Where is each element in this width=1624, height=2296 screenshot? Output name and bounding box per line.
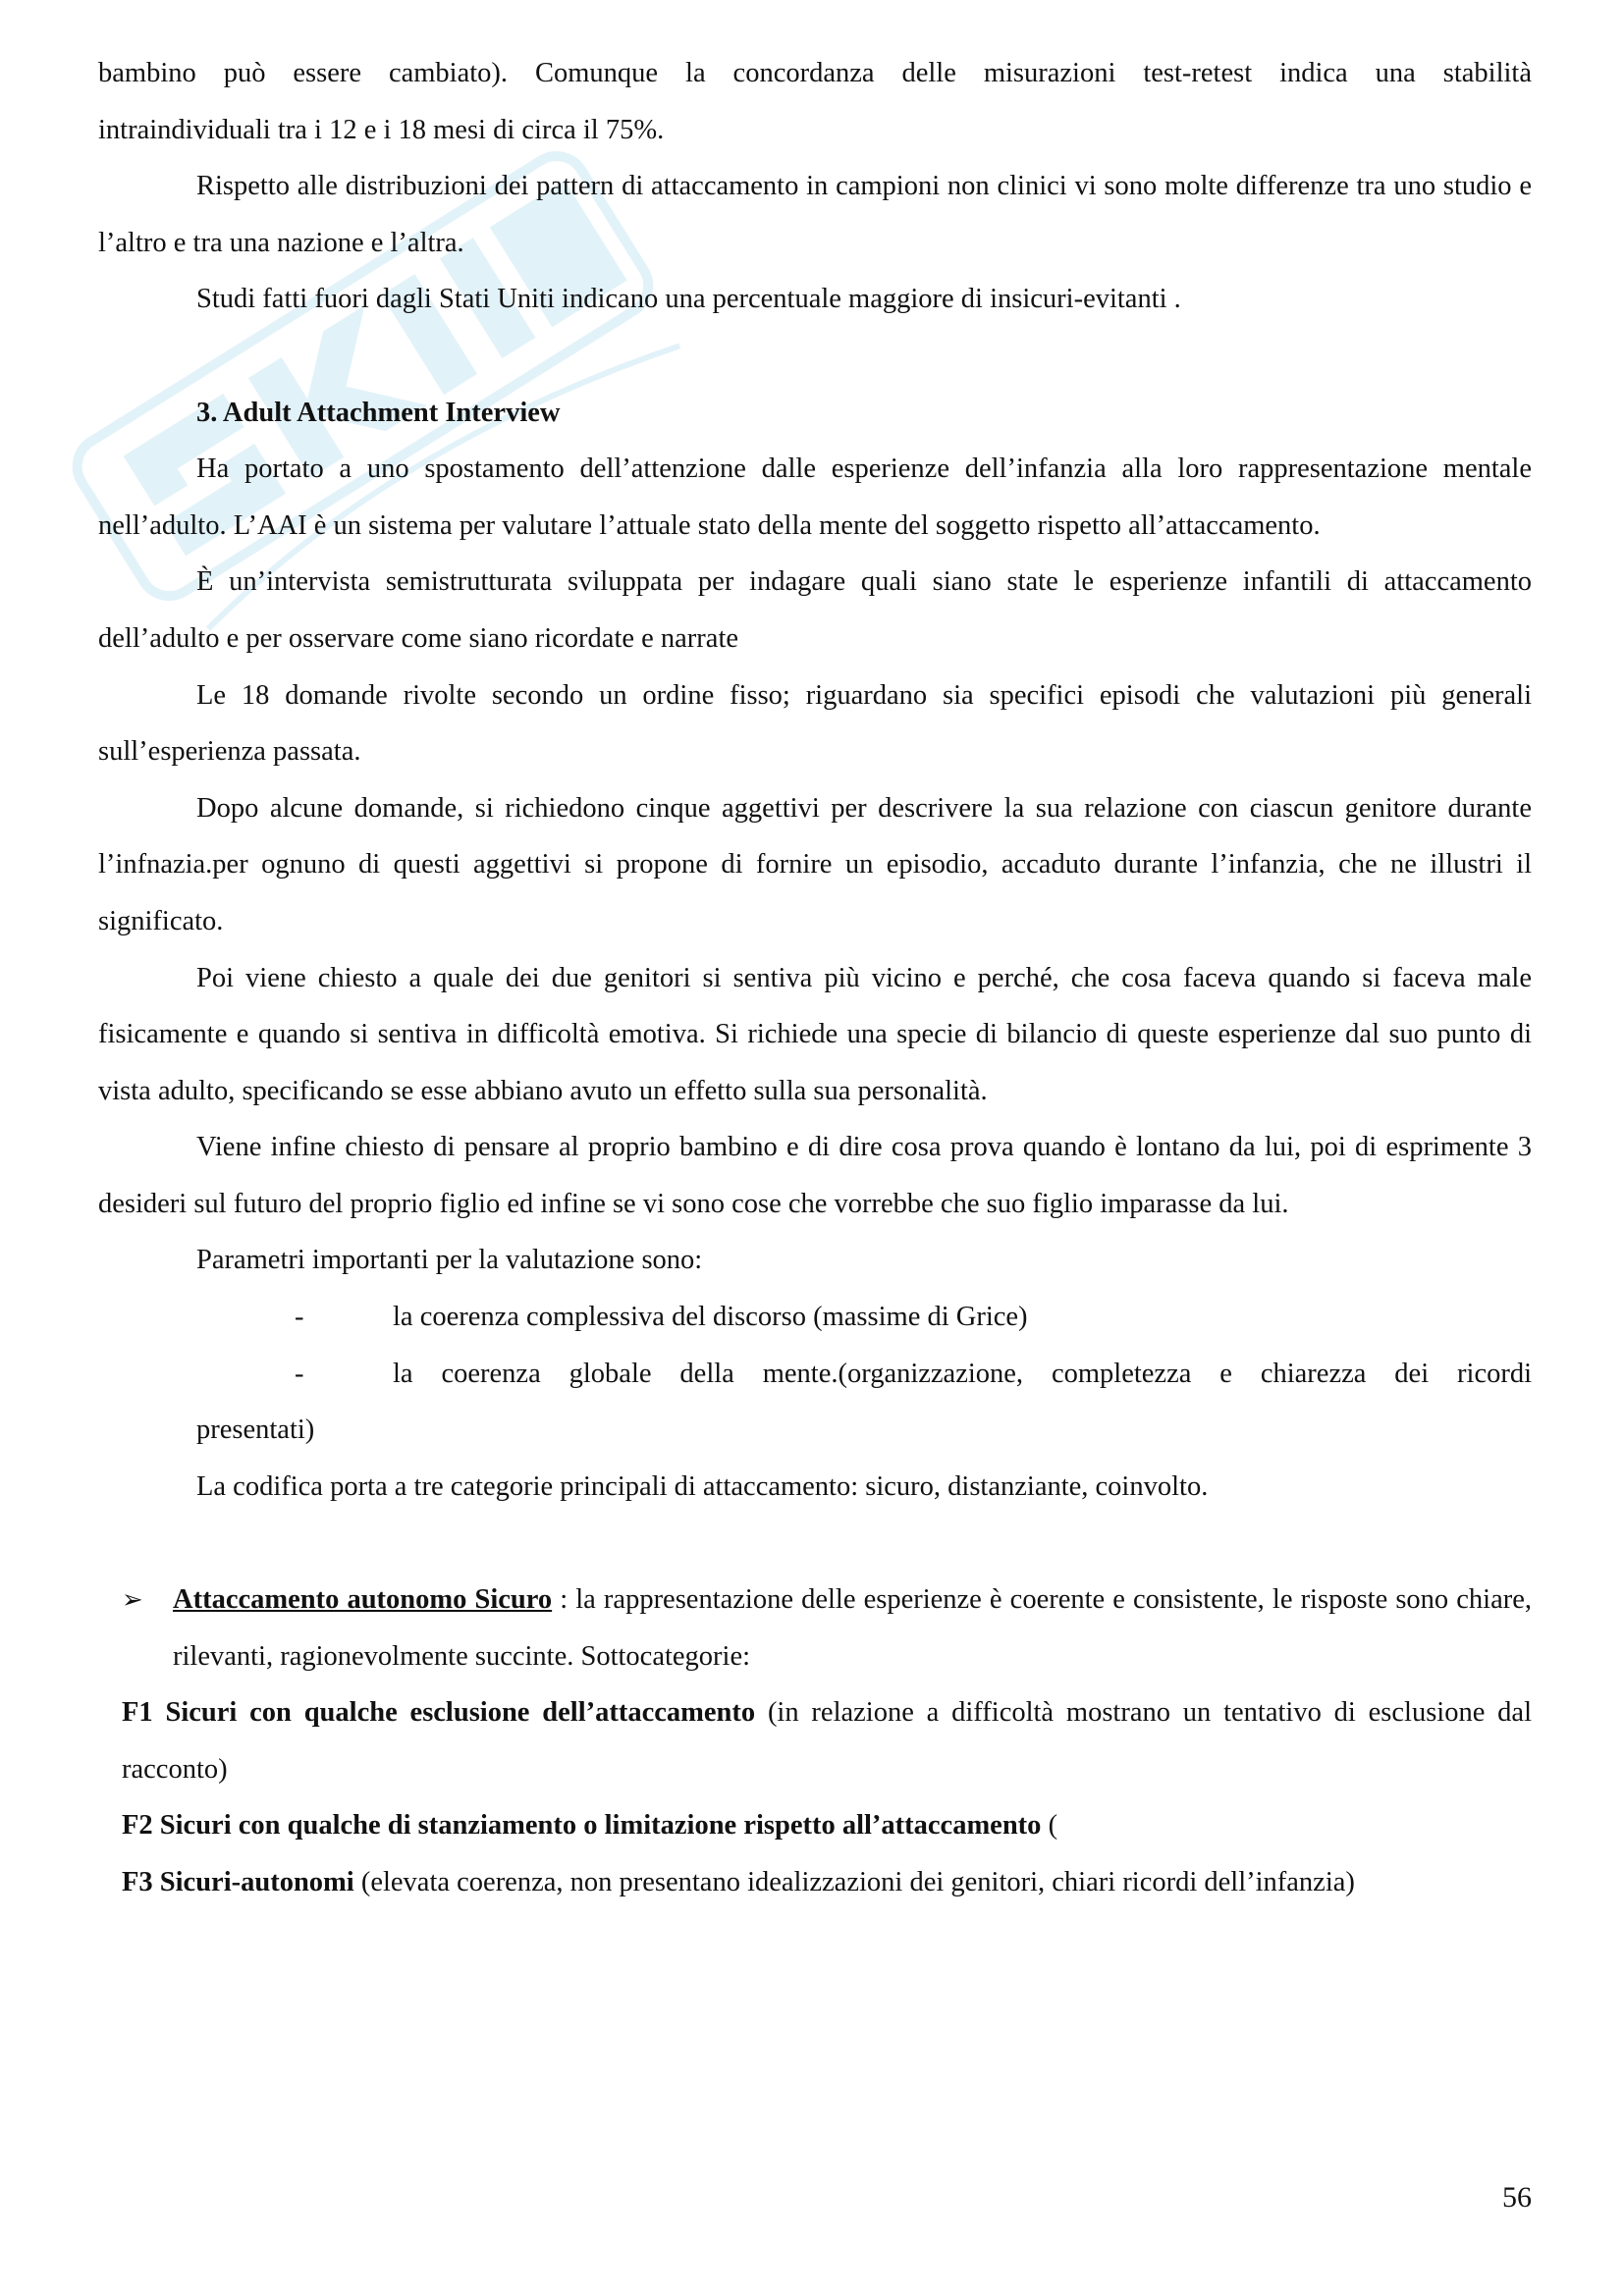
subcategory-f1: [98, 1684, 1532, 1797]
list-item-text: la coerenza complessiva del discorso (massime di Grice): [393, 1302, 1028, 1333]
list-dash: -: [295, 1358, 304, 1389]
paragraph: Le 18 domande rivolte secondo un ordine fisso; riguardano sia specifici episodi che valutazioni più generali sull’esperienza passata.: [98, 679, 1532, 768]
list-item: [98, 1346, 1532, 1403]
paragraph: Rispetto alle distribuzioni dei pattern di attaccamento in campioni non clinici vi sono molte differenze tra uno studio e l’altro e tra una nazione e l’altra.: [98, 171, 1532, 258]
subcategory-text: (elevata coerenza, non presentano idealizzazioni dei genitori, chiari ricordi dell’infanzia): [353, 1867, 1355, 1897]
paragraph-line: intraindividuali tra i 12 e i 18 mesi di circa il 75%.: [98, 114, 665, 145]
subcategory-text: (in relazione a difficoltà mostrano un tentativo di esclusione dal racconto): [122, 1697, 1532, 1785]
subcategory-text: (: [1041, 1810, 1058, 1842]
list-item-continuation: presentati): [196, 1415, 315, 1446]
paragraph: La codifica porta a tre categorie principali di attaccamento: sicuro, distanziante, coinvolto.: [196, 1470, 1209, 1502]
paragraph: Ha portato a uno spostamento dell’attenzione dalle esperienze dell’infanzia alla loro rappresentazione mentale nell’adulto. L’AAI è un sistema per valutare l’attuale stato della mente del soggetto rispetto all’attaccamento.: [98, 454, 1532, 541]
bullet-title: Attaccamento autonomo Sicuro: [173, 1584, 553, 1616]
bullet-text: [173, 1572, 1532, 1684]
subcategory-f2: [98, 1797, 1532, 1854]
list-item-text: la coerenza globale della mente.(organizzazione, completezza e chiarezza dei ricordi: [393, 1358, 1532, 1389]
bullet-body: : la rappresentazione delle esperienze è coerente e consistente, le risposte sono chiare, rilevanti, ragionevolmente succinte. Sottocategorie:: [173, 1584, 1532, 1672]
arrow-bullet-icon: ➢: [122, 1585, 143, 1615]
paragraph: Poi viene chiesto a quale dei due genitori si sentiva più vicino e perché, che cosa faceva quando si faceva male fisicamente e quando si sentiva in difficoltà emotiva. Si richiede una specie di bilancio di queste esperienze dal suo punto di vista adulto, specificando se esse abbiano avuto un effetto sulla sua personalità.: [98, 962, 1532, 1106]
paragraph: Viene infine chiesto di pensare al proprio bambino e di dire cosa prova quando è lontano da lui, poi di esprimente 3 desideri sul futuro del proprio figlio ed infine se vi sono cose che vorrebbe che suo figlio imparasse da lui.: [98, 1132, 1532, 1219]
list-dash: -: [295, 1302, 304, 1333]
subcategory-f3: [98, 1854, 1532, 1911]
subcategory-title: F2 Sicuri con qualche di stanziamento o limitazione rispetto all’attaccamento: [122, 1810, 1042, 1842]
section-heading: 3. Adult Attachment Interview: [196, 397, 561, 428]
subcategory-title: F1 Sicuri con qualche esclusione dell’attaccamento: [122, 1697, 756, 1729]
page-number: 56: [1502, 2181, 1532, 2214]
subcategory-title: F3 Sicuri-autonomi: [122, 1867, 354, 1897]
paragraph: Parametri importanti per la valutazione sono:: [196, 1245, 703, 1276]
paragraph: È un’intervista semistrutturata sviluppata per indagare quali siano state le esperienze infantili di attaccamento dell’adulto e per osservare come siano ricordate e narrate: [98, 566, 1532, 654]
paragraph: Studi fatti fuori dagli Stati Uniti indicano una percentuale maggiore di insicuri-evitanti .: [196, 284, 1181, 315]
paragraph: Dopo alcune domande, si richiedono cinque aggettivi per descrivere la sua relazione con ciascun genitore durante l’infnazia.per ognuno di questi aggettivi si propone di fornire un episodio, accaduto durante l’infanzia, che ne illustri il significato.: [98, 792, 1532, 936]
bullet-item: [98, 1572, 1532, 1684]
paragraph-line: bambino può essere cambiato). Comunque la concordanza delle misurazioni test-retest indica una stabilità: [98, 58, 1532, 88]
paragraph-continued: [98, 45, 1532, 158]
document-page: [98, 45, 1532, 1911]
list-item: [98, 1289, 1532, 1346]
